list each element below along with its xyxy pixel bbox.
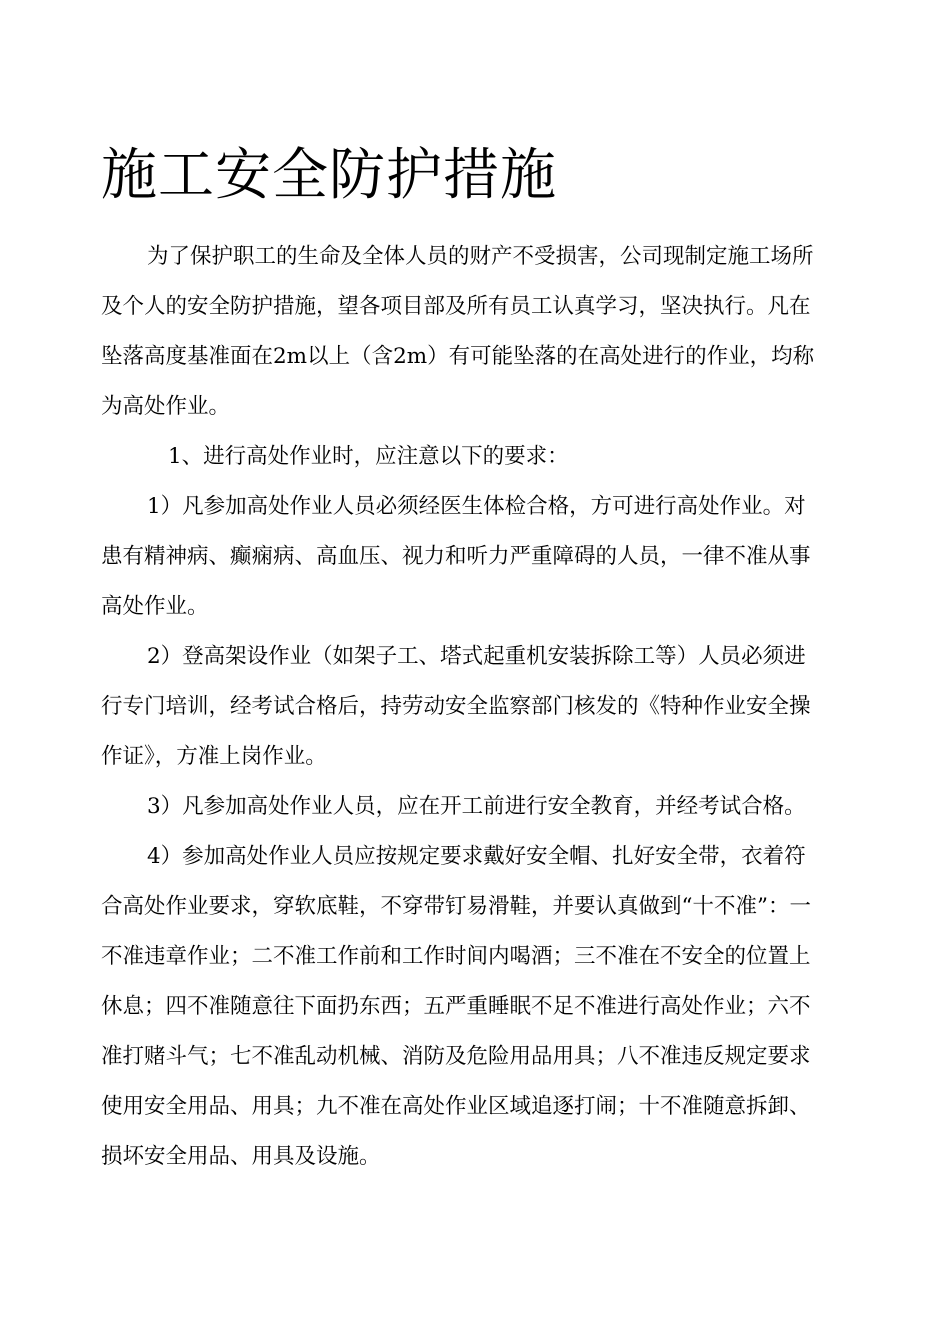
paragraph-line: 合高处作业要求，穿软底鞋，不穿带钉易滑鞋，并要认真做到“十不准”：一 (101, 894, 811, 919)
paragraph-line: 坠落高度基准面在2m以上（含2m）有可能坠落的在高处进行的作业，均称 (101, 344, 815, 369)
paragraph-line: 2）登高架设作业（如架子工、塔式起重机安装拆除工等）人员必须进 (147, 644, 806, 669)
document-title: 施工安全防护措施 (101, 143, 557, 208)
paragraph-line: 及个人的安全防护措施，望各项目部及所有员工认真学习，坚决执行。凡在 (101, 294, 811, 319)
paragraph-line: 患有精神病、癫痫病、高血压、视力和听力严重障碍的人员，一律不准从事 (101, 544, 811, 569)
section-heading: 1、进行高处作业时，应注意以下的要求： (168, 444, 569, 469)
paragraph-line: 4）参加高处作业人员应按规定要求戴好安全帽、扎好安全带，衣着符 (147, 844, 806, 869)
paragraph-line: 行专门培训，经考试合格后，持劳动安全监察部门核发的《特种作业安全操 (101, 694, 811, 719)
paragraph-line: 不准违章作业；二不准工作前和工作时间内喝酒；三不准在不安全的位置上 (101, 944, 811, 969)
paragraph-line: 作证》，方准上岗作业。 (101, 744, 327, 769)
paragraph-line: 3）凡参加高处作业人员，应在开工前进行安全教育，并经考试合格。 (147, 794, 806, 819)
paragraph-line: 损坏安全用品、用具及设施。 (101, 1144, 381, 1169)
paragraph-line: 准打赌斗气；七不准乱动机械、消防及危险用品用具；八不准违反规定要求 (101, 1044, 811, 1069)
paragraph-line: 休息；四不准随意往下面扔东西；五严重睡眠不足不准进行高处作业；六不 (101, 994, 811, 1019)
paragraph-line: 为了保护职工的生命及全体人员的财产不受损害，公司现制定施工场所 (147, 244, 814, 269)
paragraph-line: 为高处作业。 (101, 394, 231, 419)
paragraph-line: 使用安全用品、用具；九不准在高处作业区域追逐打闹；十不准随意拆卸、 (101, 1094, 811, 1119)
paragraph-line: 高处作业。 (101, 594, 209, 619)
paragraph-line: 1）凡参加高处作业人员必须经医生体检合格，方可进行高处作业。对 (147, 494, 806, 519)
